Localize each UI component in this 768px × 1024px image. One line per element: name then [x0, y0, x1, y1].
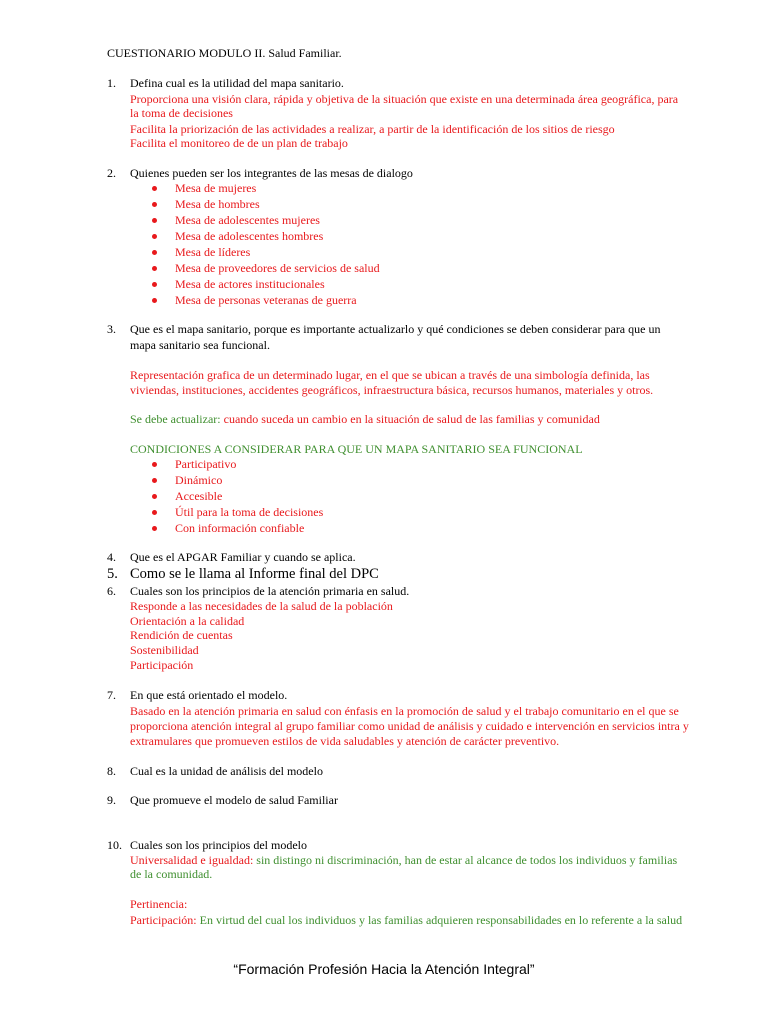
list-item: Mesa de proveedores de servicios de salud — [175, 261, 380, 275]
bullet-icon — [152, 197, 160, 212]
bullet-icon — [152, 505, 160, 520]
question-3-text: mapa sanitario sea funcional. — [130, 338, 270, 352]
update-text: cuando suceda un cambio en la situación de salud de las familias y comunidad — [220, 412, 600, 426]
answer-line: extramulares que promueven estilos de vida saludables y atención de carácter preventivo. — [130, 734, 560, 748]
bullet-icon — [152, 277, 160, 292]
question-9-text: Que promueve el modelo de salud Familiar — [130, 793, 338, 807]
question-number: 3. — [107, 322, 116, 336]
answer-line: Basado en la atención primaria en salud con énfasis en la promoción de salud y el trabajo comunitario en el que se — [130, 704, 679, 718]
answer-line: de la comunidad. — [130, 867, 213, 881]
answer-line: Responde a las necesidades de la salud de la población — [130, 599, 393, 613]
answer-line: Rendición de cuentas — [130, 628, 233, 642]
page-footer: “Formación Profesión Hacia la Atención Integral” — [233, 961, 535, 977]
pertinencia-label: Pertinencia: — [130, 897, 188, 911]
bullet-icon — [152, 261, 160, 276]
universalidad-label: Universalidad e igualdad: — [130, 853, 254, 867]
question-1-text: Defina cual es la utilidad del mapa sanitario. — [130, 76, 344, 90]
update-label: Se debe actualizar: — [130, 412, 221, 426]
answer-line — [130, 412, 600, 427]
question-10-text: Cuales son los principios del modelo — [130, 838, 307, 852]
question-7-text: En que está orientado el modelo. — [130, 688, 288, 702]
question-number: 7. — [107, 688, 116, 702]
question-6-text: Cuales son los principios de la atención primaria en salud. — [130, 584, 410, 598]
bullet-icon — [152, 489, 160, 504]
participacion-label: Participación: — [130, 913, 197, 927]
bullet-icon — [152, 213, 160, 228]
question-5-text: Como se le llama al Informe final del DPC — [130, 566, 379, 582]
list-item: Dinámico — [175, 473, 223, 487]
document-title: CUESTIONARIO MODULO II. Salud Familiar. — [107, 46, 342, 60]
answer-line: Orientación a la calidad — [130, 614, 245, 628]
answer-line: Facilita el monitoreo de de un plan de trabajo — [130, 136, 348, 150]
conditions-heading: CONDICIONES A CONSIDERAR PARA QUE UN MAPA SANITARIO SEA FUNCIONAL — [130, 442, 583, 456]
answer-line: Facilita la priorización de las actividades a realizar, a partir de la identificación de los sitios de riesgo — [130, 122, 615, 136]
universalidad-text: sin distingo ni discriminación, han de estar al alcance de todos los individuos y familias — [253, 853, 678, 867]
list-item: Útil para la toma de decisiones — [175, 505, 324, 519]
answer-line: la toma de decisiones — [130, 106, 233, 120]
list-item: Mesa de personas veteranas de guerra — [175, 293, 357, 307]
bullet-icon — [152, 229, 160, 244]
bullet-icon — [152, 521, 160, 536]
list-item: Accesible — [175, 489, 223, 503]
bullet-icon — [152, 293, 160, 308]
question-number: 10. — [107, 838, 122, 852]
list-item: Mesa de líderes — [175, 245, 251, 259]
question-8-text: Cual es la unidad de análisis del modelo — [130, 764, 323, 778]
question-3-text: Que es el mapa sanitario, porque es importante actualizarlo y qué condiciones se deben considerar para que un — [130, 322, 661, 336]
question-number: 9. — [107, 793, 116, 807]
list-item: Mesa de adolescentes hombres — [175, 229, 324, 243]
question-4-text: Que es el APGAR Familiar y cuando se aplica. — [130, 550, 356, 564]
bullet-icon — [152, 245, 160, 260]
question-number: 5. — [107, 566, 118, 582]
list-item: Mesa de adolescentes mujeres — [175, 213, 320, 227]
list-item: Participativo — [175, 457, 237, 471]
answer-line: Participación — [130, 658, 194, 672]
answer-line — [130, 913, 682, 928]
list-item: Mesa de hombres — [175, 197, 260, 211]
answer-line — [130, 853, 677, 868]
answer-line: Proporciona una visión clara, rápida y objetiva de la situación que existe en una determinada área geográfica, para — [130, 92, 679, 106]
participacion-text: En virtud del cual los individuos y las familias adquieren responsabilidades en lo referente a la salud — [196, 913, 683, 927]
question-number: 2. — [107, 166, 116, 180]
list-item: Mesa de mujeres — [175, 181, 257, 195]
question-number: 1. — [107, 76, 116, 90]
question-number: 8. — [107, 764, 116, 778]
question-2-text: Quienes pueden ser los integrantes de las mesas de dialogo — [130, 166, 413, 180]
question-number: 6. — [107, 584, 116, 598]
answer-line: viviendas, instituciones, accidentes geográficos, infraestructura básica, recursos humanos, materiales y otros. — [130, 383, 654, 397]
list-item: Con información confiable — [175, 521, 305, 535]
bullet-icon — [152, 457, 160, 472]
bullet-icon — [152, 181, 160, 196]
question-number: 4. — [107, 550, 116, 564]
list-item: Mesa de actores institucionales — [175, 277, 325, 291]
answer-line: proporciona atención integral al grupo familiar como unidad de análisis y cuidado e intervención en servicios intra y — [130, 719, 689, 733]
answer-line: Sostenibilidad — [130, 643, 199, 657]
answer-line: Representación grafica de un determinado lugar, en el que se ubican a través de una simbología definida, las — [130, 368, 650, 382]
bullet-icon — [152, 473, 160, 488]
